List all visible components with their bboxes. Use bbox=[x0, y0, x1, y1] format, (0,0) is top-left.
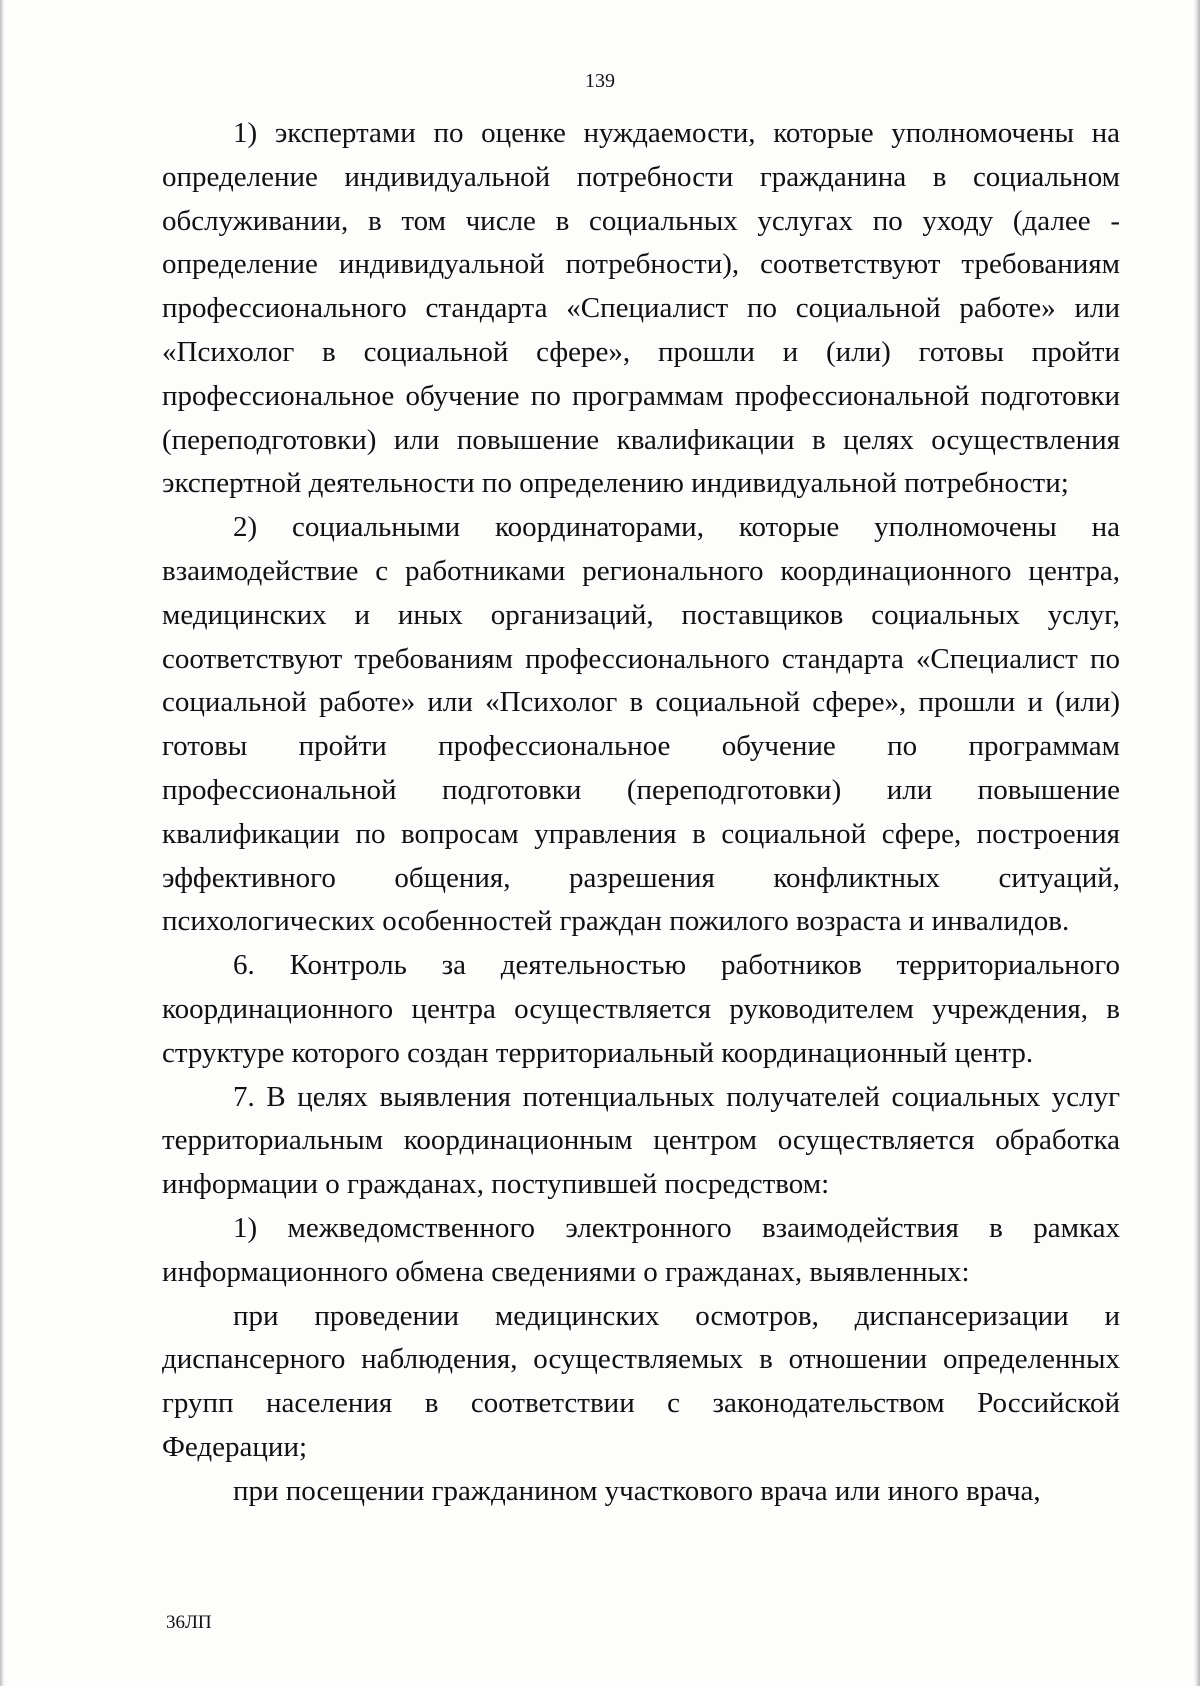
document-body bbox=[162, 112, 1120, 1514]
scan-edge-right bbox=[1194, 0, 1200, 1686]
paragraph-experts: 1) экспертами по оценке нуждаемости, которые уполномочены на определение индивидуальной потребности гражданина в социальном обслуживании, в том числе в социальных услугах по уходу (далее - определение индивидуальной потребности), соответствуют требованиям профессионального стандарта «Специалист по социальной работе» или «Психолог в социальной сфере», прошли и (или) готовы пройти профессиональное обучение по программам профессиональной подготовки (переподготовки) или повышение квалификации в целях осуществления экспертной деятельности по определению индивидуальной потребности; bbox=[162, 117, 1120, 500]
paragraph-medical-examinations: при проведении медицинских осмотров, диспансеризации и диспансерного наблюдения, осуществляемых в отношении определенных групп населения в соответствии с законодательством Российской Федерации; bbox=[162, 1299, 1120, 1463]
paragraph-interagency-exchange: 1) межведомственного электронного взаимодействия в рамках информационного обмена сведениями о гражданах, выявленных: bbox=[162, 1211, 1120, 1288]
paragraph-identification: 7. В целях выявления потенциальных получателей социальных услуг территориальным координационным центром осуществляется обработка информации о гражданах, поступившей посредством: bbox=[162, 1080, 1120, 1201]
footer-document-code: 36ЛП bbox=[166, 1612, 212, 1633]
page-number: 139 bbox=[585, 70, 615, 92]
paragraph-doctor-visit: при посещении гражданином участкового врача или иного врача, bbox=[233, 1474, 1041, 1507]
scan-edge-left bbox=[0, 0, 5, 1686]
paragraph-social-coordinators: 2) социальными координаторами, которые уполномочены на взаимодействие с работниками регионального координационного центра, медицинских и иных организаций, поставщиков социальных услуг, соответствуют требованиям профессионального стандарта «Специалист по социальной работе» или «Психолог в социальной сфере», прошли и (или) готовы пройти профессиональное обучение по программам профессиональной подготовки (переподготовки) или повышение квалификации по вопросам управления в социальной сфере, построения эффективного общения, разрешения конфликтных ситуаций, психологических особенностей граждан пожилого возраста и инвалидов. bbox=[162, 511, 1120, 938]
paragraph-control: 6. Контроль за деятельностью работников территориального координационного центра осуществляется руководителем учреждения, в структуре которого создан территориальный координационный центр. bbox=[162, 949, 1120, 1069]
